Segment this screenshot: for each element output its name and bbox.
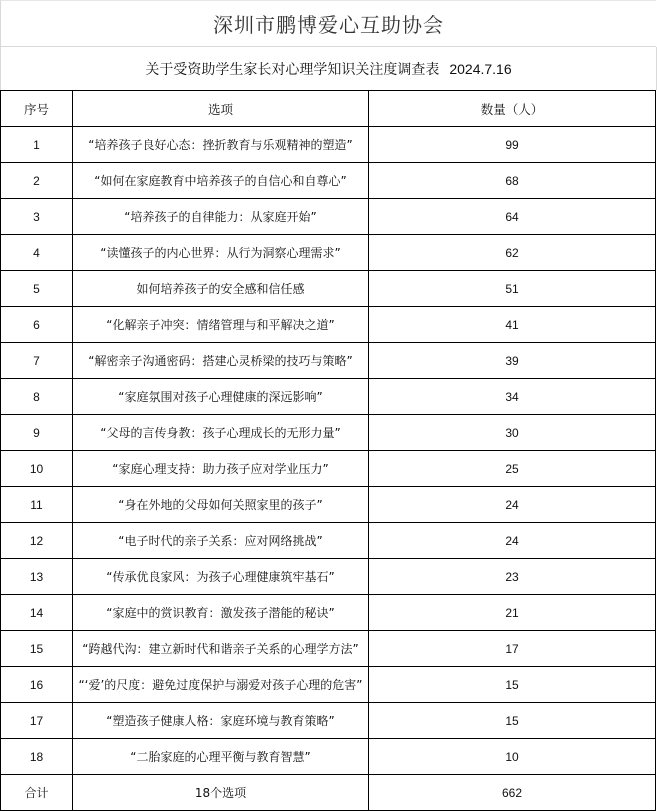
table-header-row <box>1 91 656 127</box>
row-no: 1 <box>1 127 73 163</box>
row-no: 4 <box>1 235 73 271</box>
row-option: “读懂孩子的内心世界：从行为洞察心理需求” <box>73 235 369 271</box>
column-header-no: 序号 <box>1 91 73 127</box>
table-row <box>1 667 656 703</box>
row-option: “家庭氛围对孩子心理健康的深远影响” <box>73 379 369 415</box>
row-no: 16 <box>1 667 73 703</box>
total-option-summary: 18个选项 <box>73 775 369 811</box>
table-row <box>1 739 656 775</box>
survey-title-row <box>0 47 657 90</box>
row-count: 68 <box>369 163 656 199</box>
row-option: “二胎家庭的心理平衡与教育智慧” <box>73 739 369 775</box>
row-option: “电子时代的亲子关系：应对网络挑战” <box>73 523 369 559</box>
survey-date: 2024.7.16 <box>449 60 512 77</box>
row-count: 21 <box>369 595 656 631</box>
row-no: 15 <box>1 631 73 667</box>
table-row <box>1 487 656 523</box>
table-row <box>1 703 656 739</box>
row-count: 10 <box>369 739 656 775</box>
table-row <box>1 163 656 199</box>
row-option: “培养孩子的自律能力：从家庭开始” <box>73 199 369 235</box>
row-option: “家庭心理支持：助力孩子应对学业压力” <box>73 451 369 487</box>
survey-table <box>0 90 656 811</box>
table-row <box>1 415 656 451</box>
table-row <box>1 451 656 487</box>
table-row <box>1 523 656 559</box>
row-no: 17 <box>1 703 73 739</box>
column-header-option: 选项 <box>73 91 369 127</box>
total-label: 合计 <box>1 775 73 811</box>
row-count: 62 <box>369 235 656 271</box>
row-option: “化解亲子冲突：情绪管理与和平解决之道” <box>73 307 369 343</box>
row-option: “塑造孩子健康人格：家庭环境与教育策略” <box>73 703 369 739</box>
table-row <box>1 595 656 631</box>
table-row <box>1 343 656 379</box>
row-no: 14 <box>1 595 73 631</box>
row-count: 23 <box>369 559 656 595</box>
table-total-row <box>1 775 656 811</box>
row-count: 41 <box>369 307 656 343</box>
table-row <box>1 127 656 163</box>
row-no: 11 <box>1 487 73 523</box>
row-no: 6 <box>1 307 73 343</box>
row-no: 10 <box>1 451 73 487</box>
row-count: 30 <box>369 415 656 451</box>
row-count: 99 <box>369 127 656 163</box>
row-no: 7 <box>1 343 73 379</box>
row-count: 25 <box>369 451 656 487</box>
row-option: “‘爱’的尺度：避免过度保护与溺爱对孩子心理的危害” <box>73 667 369 703</box>
survey-title: 关于受资助学生家长对心理学知识关注度调查表 <box>145 61 440 78</box>
row-option: “身在外地的父母如何关照家里的孩子” <box>73 487 369 523</box>
row-no: 8 <box>1 379 73 415</box>
row-option: “父母的言传身教：孩子心理成长的无形力量” <box>73 415 369 451</box>
organization-title <box>0 0 656 47</box>
row-count: 17 <box>369 631 656 667</box>
column-header-count: 数量（人） <box>369 91 656 127</box>
row-count: 64 <box>369 199 656 235</box>
row-count: 15 <box>369 667 656 703</box>
total-count: 662 <box>369 775 656 811</box>
row-option: “家庭中的赏识教育：激发孩子潜能的秘诀” <box>73 595 369 631</box>
row-no: 9 <box>1 415 73 451</box>
row-no: 5 <box>1 271 73 307</box>
table-row <box>1 271 656 307</box>
row-no: 12 <box>1 523 73 559</box>
row-no: 13 <box>1 559 73 595</box>
row-count: 34 <box>369 379 656 415</box>
row-count: 24 <box>369 487 656 523</box>
row-count: 39 <box>369 343 656 379</box>
table-row <box>1 631 656 667</box>
row-option: “解密亲子沟通密码：搭建心灵桥梁的技巧与策略” <box>73 343 369 379</box>
row-option: 如何培养孩子的安全感和信任感 <box>73 271 369 307</box>
row-no: 18 <box>1 739 73 775</box>
table-row <box>1 379 656 415</box>
row-option: “跨越代沟：建立新时代和谐亲子关系的心理学方法” <box>73 631 369 667</box>
organization-name: 深圳市鹏博爱心互助协会 <box>213 13 444 37</box>
row-option: “培养孩子良好心态：挫折教育与乐观精神的塑造” <box>73 127 369 163</box>
table-row <box>1 559 656 595</box>
row-count: 15 <box>369 703 656 739</box>
row-option: “如何在家庭教育中培养孩子的自信心和自尊心” <box>73 163 369 199</box>
row-count: 51 <box>369 271 656 307</box>
row-option: “传承优良家风：为孩子心理健康筑牢基石” <box>73 559 369 595</box>
table-row <box>1 199 656 235</box>
row-no: 2 <box>1 163 73 199</box>
row-count: 24 <box>369 523 656 559</box>
table-row <box>1 235 656 271</box>
table-row <box>1 307 656 343</box>
row-no: 3 <box>1 199 73 235</box>
